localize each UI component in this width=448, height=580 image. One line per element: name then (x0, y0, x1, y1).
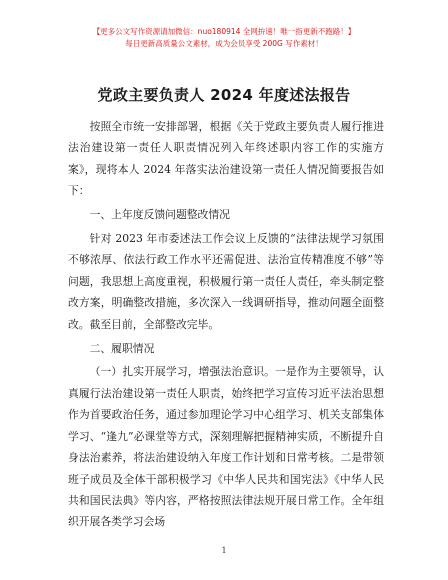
promo-banner-line-1: 【更多公文写作资源请加微信：nuo180914 全网拚速！唯一指更新不跑路！】 (92, 27, 356, 36)
intro-paragraph: 按照全市统一安排部署，根据《关于党政主要负责人履行推进法治建设第一责任人职责情况列入年终述职内容工作的实施方案》，现将本人 2024 年落实法治建设第一责任人情况简要报告如下： (68, 120, 384, 198)
section-heading-2: 二、履职情况 (89, 341, 155, 355)
section-1-paragraph: 针对 2023 年市委述法工作会议上反馈的“法律法规学习氛围不够浓厚、依法行政工作水平还需促进、法治宣传精准度不够”等问题，我思想上高度重视，积极履行第一责任人责任，牵头制定整改方案，明确整改措施，多次深入一线调研指导，推动问题全面整改。截至目前，全部整改完毕。 (68, 232, 384, 331)
promo-banner-line-2: 每日更新高质量公文素材，成为会员享受 200G 写作素材！ (125, 39, 323, 48)
document-body (68, 116, 384, 533)
section-heading-1: 一、上年度反馈问题整改情况 (89, 208, 230, 222)
section-2-paragraph: （一）扎实开展学习，增强法治意识。一是作为主要领导，认真履行法治建设第一责任人职责，始终把学习宣传习近平法治思想作为首要政治任务，通过参加理论学习中心组学习、机关支部集体学习、“逢九”必课堂等方式，深刻理解把握精神实质，不断提升自身法治素养，将法治建设纳入年度工作计划和日常考核。二是带领班子成员及全体干部积极学习《中华人民共和国宪法》《中华人民共和国民法典》等内容，严格按照法律法规开展日常工作。全年组织开展各类学习会场 (68, 365, 384, 529)
document-title: 党政主要负责人 2024 年度述法报告 (97, 86, 351, 104)
page-number: 1 (221, 546, 227, 555)
